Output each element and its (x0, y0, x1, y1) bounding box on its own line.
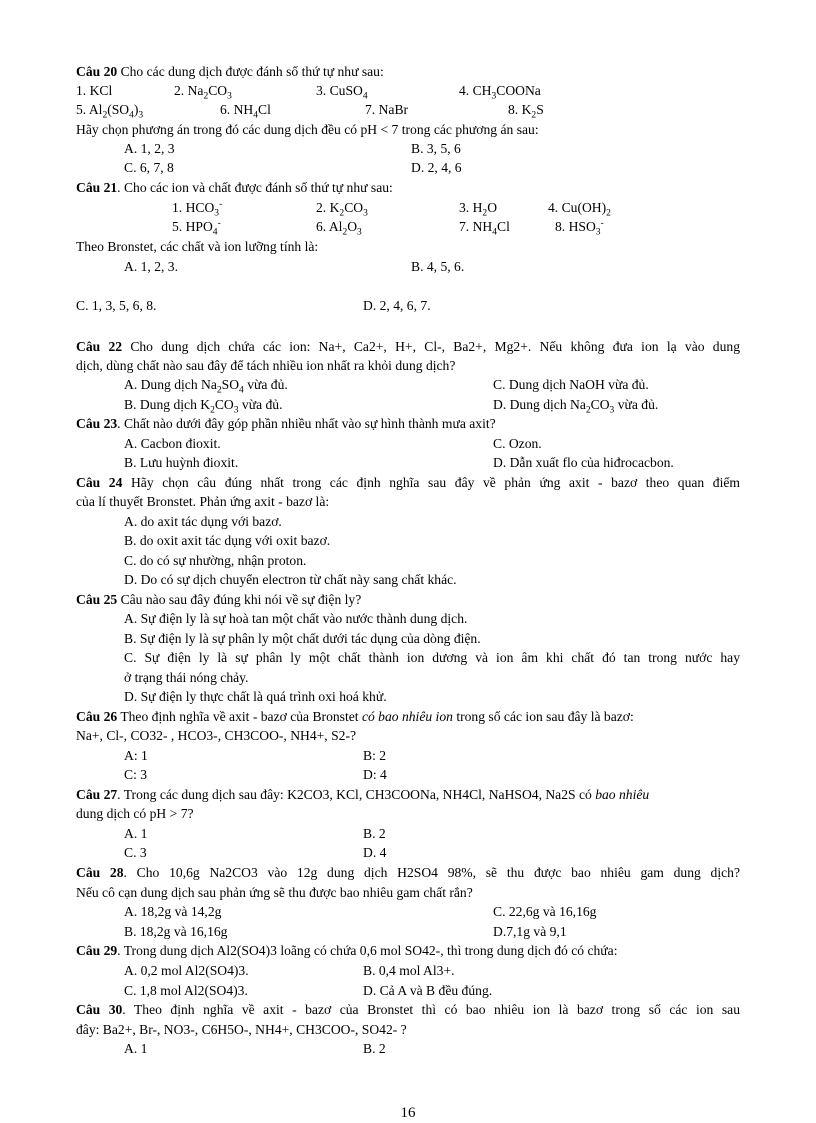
q21-option-d: D. 2, 4, 6, 7. (363, 298, 431, 313)
question-label: Câu 25 (76, 592, 118, 607)
q20-item-1: 1. KCl (76, 83, 113, 98)
q24-option-d: D. Do có sự dịch chuyển electron từ chất này sang chất khác. (124, 572, 457, 587)
question-label: Câu 29 (76, 943, 118, 958)
question-label: Câu 30 (76, 1002, 123, 1017)
q27-stem: Câu 27. Trong các dung dịch sau đây: K2CO3, KCl, CH3COONa, NH4Cl, NaHSO4, Na2S có bao nhiêu (76, 787, 650, 802)
q24-stem-line2: của lí thuyết Bronstet. Phản ứng axit - bazơ là: (76, 494, 330, 509)
q23-option-d: D. Dẫn xuất flo của hiđrocacbon. (493, 455, 674, 470)
q24-stem-line1 (76, 474, 740, 491)
q21-question: Theo Bronstet, các chất và ion lưỡng tính là: (76, 239, 319, 254)
question-label: Câu 26 (76, 709, 118, 724)
q30-stem-line2: đây: Ba2+, Br-, NO3-, C6H5O-, NH4+, CH3COO-, SO42- ? (76, 1022, 407, 1037)
q28-option-b: B. 18,2g và 16,16g (124, 924, 228, 939)
q24-option-a: A. do axit tác dụng với bazơ. (124, 514, 282, 529)
q20-item-7: 7. NaBr (365, 102, 409, 117)
q26-option-c: C: 3 (124, 767, 148, 782)
q20-item-8: 8. $K_2S$ (508, 102, 544, 121)
question-text: . Chất nào dưới đây góp phần nhiều nhất vào sự hình thành mưa axit? (117, 416, 496, 431)
question-label: Câu 27 (76, 787, 118, 802)
q28-option-c: C. 22,6g và 16,16g (493, 904, 597, 919)
q30-stem-line1 (76, 1001, 740, 1018)
q20-option-c: C. 6, 7, 8 (124, 160, 174, 175)
question-label: Câu 24 (76, 475, 123, 490)
q21-option-b: B. 4, 5, 6. (411, 259, 465, 274)
question-text: . Trong dung dịch Al2(SO4)3 loãng có chứa 0,6 mol SO42-, thì trong dung dịch đó có chứa: (117, 943, 618, 958)
q25-option-c-cont: ở trạng thái nóng chảy. (124, 670, 249, 685)
q20-question: Hãy chọn phương án trong đó các dung dịch đều có pH < 7 trong các phương án sau: (76, 122, 539, 137)
question-label: Câu 23 (76, 416, 118, 431)
q20-item-2: 2. $Na_2CO_3$ (174, 83, 232, 102)
page-number: 16 (400, 1105, 416, 1121)
q21-option-a: A. 1, 2, 3. (124, 259, 178, 274)
question-text: . Cho các ion và chất được đánh số thứ tự như sau: (117, 180, 393, 195)
q25-option-a: A. Sự điện ly là sự hoà tan một chất vào nước thành dung dịch. (124, 611, 468, 626)
q29-option-b: B. 0,4 mol Al3+. (363, 963, 455, 978)
q28-option-d: D.7,1g và 9,1 (493, 924, 567, 939)
q27-option-b: B. 2 (363, 826, 386, 841)
q29-option-c: C. 1,8 mol Al2(SO4)3. (124, 983, 248, 998)
q23-option-c: C. Ozon. (493, 436, 542, 451)
q30-option-a: A. 1 (124, 1041, 148, 1056)
q23-stem (76, 415, 496, 432)
q26-option-d: D: 4 (363, 767, 387, 782)
q22-option-c: C. Dung dịch NaOH vừa đủ. (493, 377, 649, 392)
q26-option-a: A: 1 (124, 748, 148, 763)
q22-stem-line2: dịch, dùng chất nào sau đây để tách nhiều ion nhất ra khỏi dung dịch? (76, 358, 456, 373)
q25-stem (76, 591, 361, 608)
q27-stem-line2: dung dịch có pH > 7? (76, 806, 194, 821)
q22-option-a: A. Dung dịch $Na_2SO_4$ vừa đủ. (124, 377, 288, 396)
q21-stem (76, 179, 393, 196)
q22-option-b: B. Dung dịch $K_2CO_3$ vừa đủ. (124, 397, 283, 416)
question-label: Câu 20 (76, 64, 118, 79)
q26-stem: Câu 26 Theo định nghĩa về axit - bazơ của Bronstet có bao nhiêu ion trong số các ion sau đây là bazơ: (76, 709, 634, 724)
q21-item-3: 3. $H_2O$ (459, 200, 498, 219)
question-text: Cho các dung dịch được đánh số thứ tự như sau: (117, 64, 384, 79)
q26-option-b: B: 2 (363, 748, 387, 763)
q22-option-d: D. Dung dịch $Na_2CO_3$ vừa đủ. (493, 397, 659, 416)
q20-option-d: D. 2, 4, 6 (411, 160, 462, 175)
question-label: Câu 22 (76, 339, 123, 354)
q20-stem (76, 63, 384, 80)
q29-option-a: A. 0,2 mol Al2(SO4)3. (124, 963, 249, 978)
q28-stem-line1 (76, 864, 740, 881)
q29-option-d: D. Cả A và B đều đúng. (363, 983, 493, 998)
q28-stem-line2: Nếu cô cạn dung dịch sau phản ứng sẽ thu được bao nhiêu gam chất rắn? (76, 885, 473, 900)
q25-option-d: D. Sự điện ly thực chất là quá trình oxi hoá khử. (124, 689, 387, 704)
q21-item-2: 2. $K_2CO_3$ (316, 200, 368, 219)
q27-option-c: C. 3 (124, 845, 147, 860)
q21-option-c: C. 1, 3, 5, 6, 8. (76, 298, 157, 313)
q20-option-a: A. 1, 2, 3 (124, 141, 175, 156)
q25-option-b: B. Sự điện ly là sự phân ly một chất dưới tác dụng của dòng điện. (124, 631, 481, 646)
q21-item-4: 4. $Cu(OH)_2$ (548, 200, 611, 219)
q27-option-d: D. 4 (363, 845, 387, 860)
question-label: Câu 21 (76, 180, 118, 195)
q21-item-8: 8. $HSO_3^-$ (555, 218, 604, 238)
q26-ions: Na+, Cl-, CO32- , HCO3-, CH3COO-, NH4+, S2-? (76, 728, 357, 743)
q28-option-a: A. 18,2g và 14,2g (124, 904, 222, 919)
q20-item-5: 5. $Al_2(SO_4)_3$ (76, 102, 144, 121)
q23-option-a: A. Cacbon đioxit. (124, 436, 221, 451)
q20-item-3: 3. CuSO$_4$ (316, 83, 368, 102)
q27-option-a: A. 1 (124, 826, 148, 841)
question-label: Câu 28 (76, 865, 124, 880)
q30-option-b: B. 2 (363, 1041, 386, 1056)
q21-item-6: 6. $Al_2O_3$ (316, 219, 362, 238)
q21-item-7: 7. $NH_4Cl$ (459, 219, 510, 238)
q20-option-b: B. 3, 5, 6 (411, 141, 461, 156)
question-text: . Theo định nghĩa về axit - bazơ của Bronstet thì có bao nhiêu ion là bazơ trong số các ion sau (122, 1002, 740, 1017)
question-text: Hãy chọn câu đúng nhất trong các định nghĩa sau đây về phản ứng axit - bazơ theo quan điểm (122, 475, 740, 490)
q21-item-1: 1. $HCO_3^-$ (172, 199, 223, 219)
q25-option-c: C. Sự điện ly là sự phân ly một chất thành ion dương và ion âm khi chất đó tan trong nước hay (124, 650, 740, 665)
q20-item-4: 4. $CH_3COONa$ (459, 83, 541, 102)
question-text: . Cho 10,6g Na2CO3 vào 12g dung dịch H2SO4 98%, sẽ thu được bao nhiêu gam dung dịch? (123, 865, 740, 880)
question-text: Câu nào sau đây đúng khi nói về sự điện ly? (117, 592, 362, 607)
q24-option-c: C. do có sự nhường, nhận proton. (124, 553, 307, 568)
question-text: Cho dung dịch chứa các ion: Na+, Ca2+, H+, Cl-, Ba2+, Mg2+. Nếu không đưa ion lạ vào dung (122, 339, 740, 354)
q21-item-5: 5. $HPO_4^-$ (172, 218, 221, 238)
q20-item-6: 6. $NH_4Cl$ (220, 102, 271, 121)
q24-option-b: B. do oxit axit tác dụng với oxit bazơ. (124, 533, 331, 548)
q23-option-b: B. Lưu huỳnh đioxit. (124, 455, 239, 470)
q22-stem-line1 (76, 338, 740, 355)
q29-stem (76, 942, 617, 959)
